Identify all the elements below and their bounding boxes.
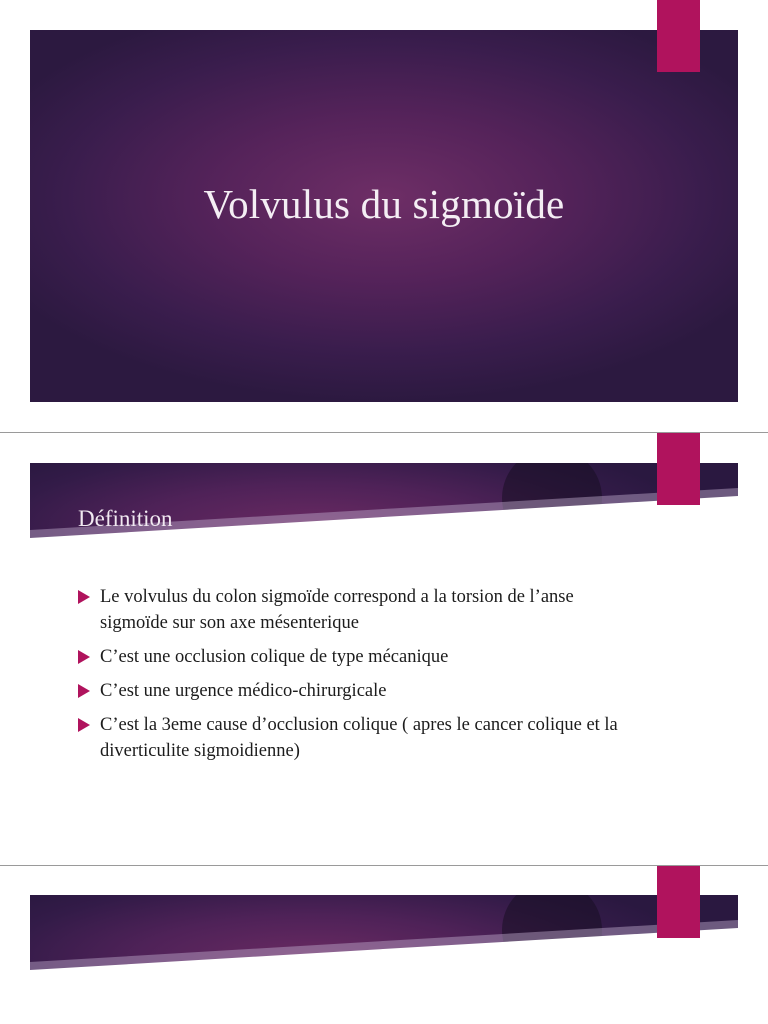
- triangle-right-icon: [78, 650, 90, 664]
- list-item: [78, 678, 638, 704]
- bullet-text: C’est la 3eme cause d’occlusion colique ( apres le cancer colique et la diverticulite sigmoidienne): [100, 715, 618, 761]
- list-item: [78, 644, 638, 670]
- accent-tab: [657, 433, 700, 505]
- triangle-right-icon: [78, 684, 90, 698]
- accent-tab: [657, 866, 700, 938]
- triangle-right-icon: [78, 718, 90, 732]
- slide-heading: Définition: [78, 506, 173, 531]
- bullet-text: C’est une urgence médico-chirurgicale: [100, 681, 387, 701]
- slide-header-banner: [30, 895, 738, 1003]
- bullet-text: C’est une occlusion colique de type mécanique: [100, 647, 449, 667]
- bullet-text: Le volvulus du colon sigmoïde correspond a la torsion de l’anse sigmoïde sur son axe mésenterique: [100, 587, 574, 633]
- accent-tab: [657, 0, 700, 72]
- list-item: [78, 584, 638, 636]
- list-item: [78, 712, 638, 764]
- slide-separator: [0, 865, 768, 866]
- slide-title: [0, 0, 768, 432]
- triangle-right-icon: [78, 590, 90, 604]
- slide-title-text: Volvulus du sigmoïde: [203, 181, 565, 227]
- bullet-list: [78, 584, 638, 772]
